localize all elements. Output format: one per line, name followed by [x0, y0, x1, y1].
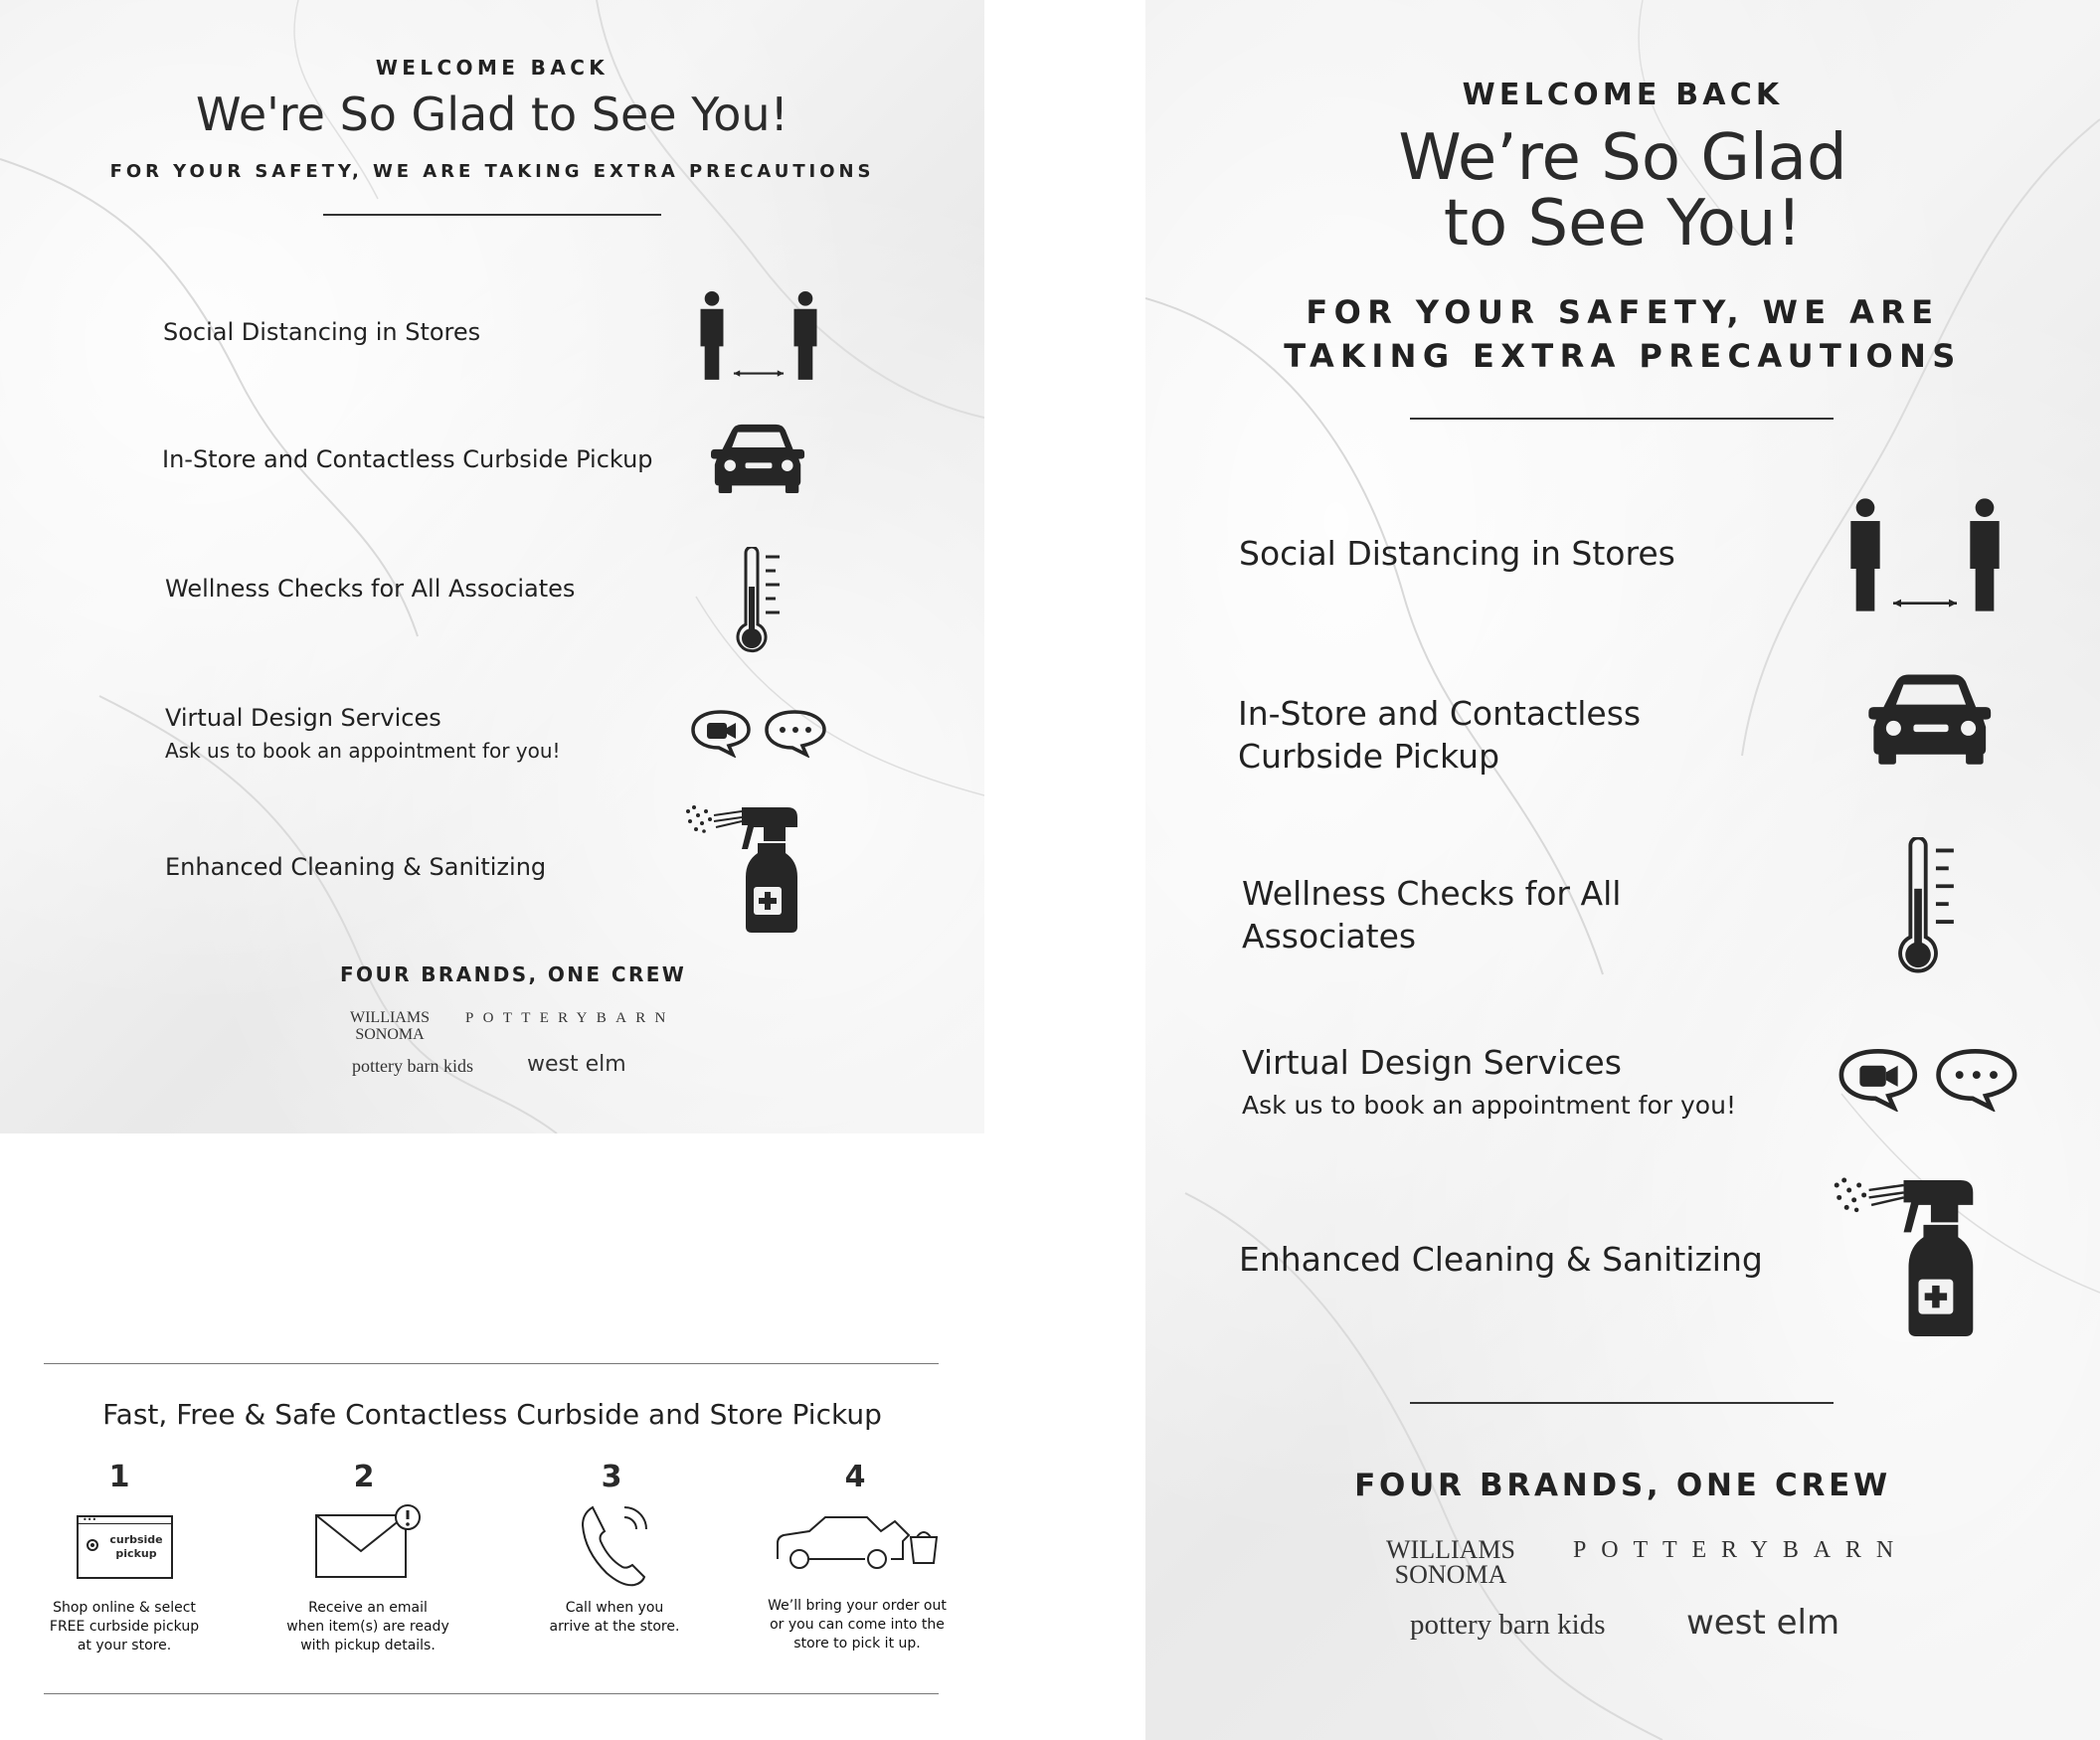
- step-1-line1: Shop online & select: [53, 1600, 196, 1616]
- safety-subhead: FOR YOUR SAFETY, WE ARE TAKING EXTRA PRECAUTIONS: [109, 161, 875, 182]
- social-distancing-icon-right: [1845, 497, 2005, 616]
- sign-panel-tall: [1145, 0, 2100, 1740]
- curbside-right-line2: Curbside Pickup: [1238, 737, 1500, 776]
- pickup-title: Fast, Free & Safe Contactless Curbside and Store Pickup: [102, 1398, 882, 1431]
- west-elm-logo-right: west elm: [1686, 1603, 1840, 1643]
- item-virtual-design: Virtual Design Services: [165, 704, 441, 732]
- headline: We're So Glad to See You!: [196, 87, 788, 141]
- curbside-right-line1: In-Store and Contactless: [1238, 694, 1642, 733]
- wellness-right-line1: Wellness Checks for All: [1242, 874, 1622, 913]
- step-2-caption: [268, 1599, 467, 1655]
- step-1-number: 1: [108, 1460, 130, 1494]
- safety-right-line1: FOR YOUR SAFETY, WE ARE: [1306, 293, 1940, 331]
- step-1-badge-line1: curbside: [109, 1533, 163, 1546]
- step-1-caption: [30, 1599, 219, 1655]
- step-4-caption: [748, 1597, 966, 1653]
- ws-line1: WILLIAMS: [350, 1009, 430, 1026]
- step-2-line3: with pickup details.: [300, 1638, 436, 1653]
- step-2-line1: Receive an email: [308, 1600, 428, 1616]
- step-1-badge-line2: pickup: [115, 1547, 157, 1560]
- car-icon-right: [1868, 672, 1994, 766]
- pottery-barn-kids-logo-right: pottery barn kids: [1410, 1609, 1606, 1641]
- item-wellness-checks-right: [1242, 872, 1621, 957]
- headline-right: [1145, 121, 2100, 261]
- ws-right-line2: SONOMA: [1394, 1560, 1507, 1589]
- item-enhanced-cleaning-right: Enhanced Cleaning & Sanitizing: [1239, 1240, 1763, 1279]
- headline-right-line2: to See You!: [1443, 187, 1803, 261]
- headline-right-line1: We’re So Glad: [1398, 121, 1847, 195]
- step-2-line2: when item(s) are ready: [286, 1619, 449, 1635]
- ws-right-line1: WILLIAMS: [1386, 1535, 1515, 1564]
- divider-rule-bottom-right: [1410, 1402, 1834, 1404]
- welcome-eyebrow-right: WELCOME BACK: [1462, 78, 1784, 112]
- divider-rule-right: [1410, 418, 1834, 420]
- thermometer-icon: [734, 547, 784, 656]
- step-1-line2: FREE curbside pickup: [49, 1619, 200, 1635]
- item-wellness-checks: Wellness Checks for All Associates: [165, 575, 576, 603]
- williams-sonoma-logo: [346, 1009, 434, 1043]
- item-curbside-pickup: In-Store and Contactless Curbside Pickup: [162, 445, 653, 473]
- step-3-line2: arrive at the store.: [549, 1619, 680, 1635]
- spray-bottle-icon: [684, 803, 803, 933]
- pottery-barn-kids-logo: pottery barn kids: [352, 1056, 473, 1076]
- item-virtual-design-right: Virtual Design Services: [1242, 1043, 1622, 1082]
- pickup-bottom-rule: [44, 1693, 939, 1694]
- spray-bottle-icon-right: [1832, 1175, 1981, 1336]
- step-4-number: 4: [844, 1460, 866, 1494]
- step-3-caption: [515, 1599, 714, 1637]
- item-curbside-pickup-right: [1238, 692, 1641, 778]
- item-social-distancing-right: Social Distancing in Stores: [1239, 534, 1675, 573]
- west-elm-logo: west elm: [527, 1052, 626, 1077]
- item-virtual-design-sub: Ask us to book an appointment for you!: [165, 739, 561, 763]
- step-3-line1: Call when you: [565, 1600, 664, 1616]
- step-4-line3: store to pick it up.: [793, 1636, 921, 1652]
- brands-title: FOUR BRANDS, ONE CREW: [340, 962, 687, 986]
- step-3-number: 3: [601, 1460, 622, 1494]
- williams-sonoma-logo-right: [1380, 1537, 1521, 1587]
- safety-subhead-right: [1145, 290, 2100, 378]
- item-virtual-design-sub-right: Ask us to book an appointment for you!: [1242, 1091, 1736, 1120]
- step-4-line2: or you can come into the: [770, 1617, 945, 1633]
- wellness-right-line2: Associates: [1242, 917, 1417, 956]
- welcome-eyebrow: WELCOME BACK: [375, 56, 610, 80]
- sign-panel-wide: [0, 0, 984, 1133]
- pickup-top-rule: [44, 1363, 939, 1364]
- social-distancing-icon: [696, 290, 821, 384]
- chat-bubbles-icon-right: [1835, 1046, 2021, 1112]
- ws-line2: SONOMA: [355, 1026, 425, 1043]
- step-1-line3: at your store.: [77, 1638, 172, 1653]
- step-1-browser-icon: ••• curbside pickup: [77, 1515, 173, 1579]
- brands-title-right: FOUR BRANDS, ONE CREW: [1354, 1468, 1891, 1503]
- envelope-alert-icon: [314, 1503, 424, 1581]
- car-trunk-bag-icon: [774, 1515, 943, 1575]
- phone-call-icon: [579, 1503, 650, 1587]
- step-4-line1: We’ll bring your order out: [768, 1598, 947, 1614]
- pottery-barn-logo: POTTERYBARN: [465, 1010, 675, 1026]
- safety-right-line2: TAKING EXTRA PRECAUTIONS: [1284, 337, 1962, 375]
- pottery-barn-logo-right: POTTERYBARN: [1573, 1537, 1909, 1563]
- divider-rule: [323, 214, 661, 216]
- thermometer-icon-right: [1895, 837, 1959, 978]
- car-icon: [711, 423, 806, 494]
- step-2-number: 2: [353, 1460, 375, 1494]
- chat-bubbles-icon: [688, 708, 829, 758]
- item-social-distancing: Social Distancing in Stores: [163, 318, 481, 346]
- item-enhanced-cleaning: Enhanced Cleaning & Sanitizing: [165, 853, 547, 881]
